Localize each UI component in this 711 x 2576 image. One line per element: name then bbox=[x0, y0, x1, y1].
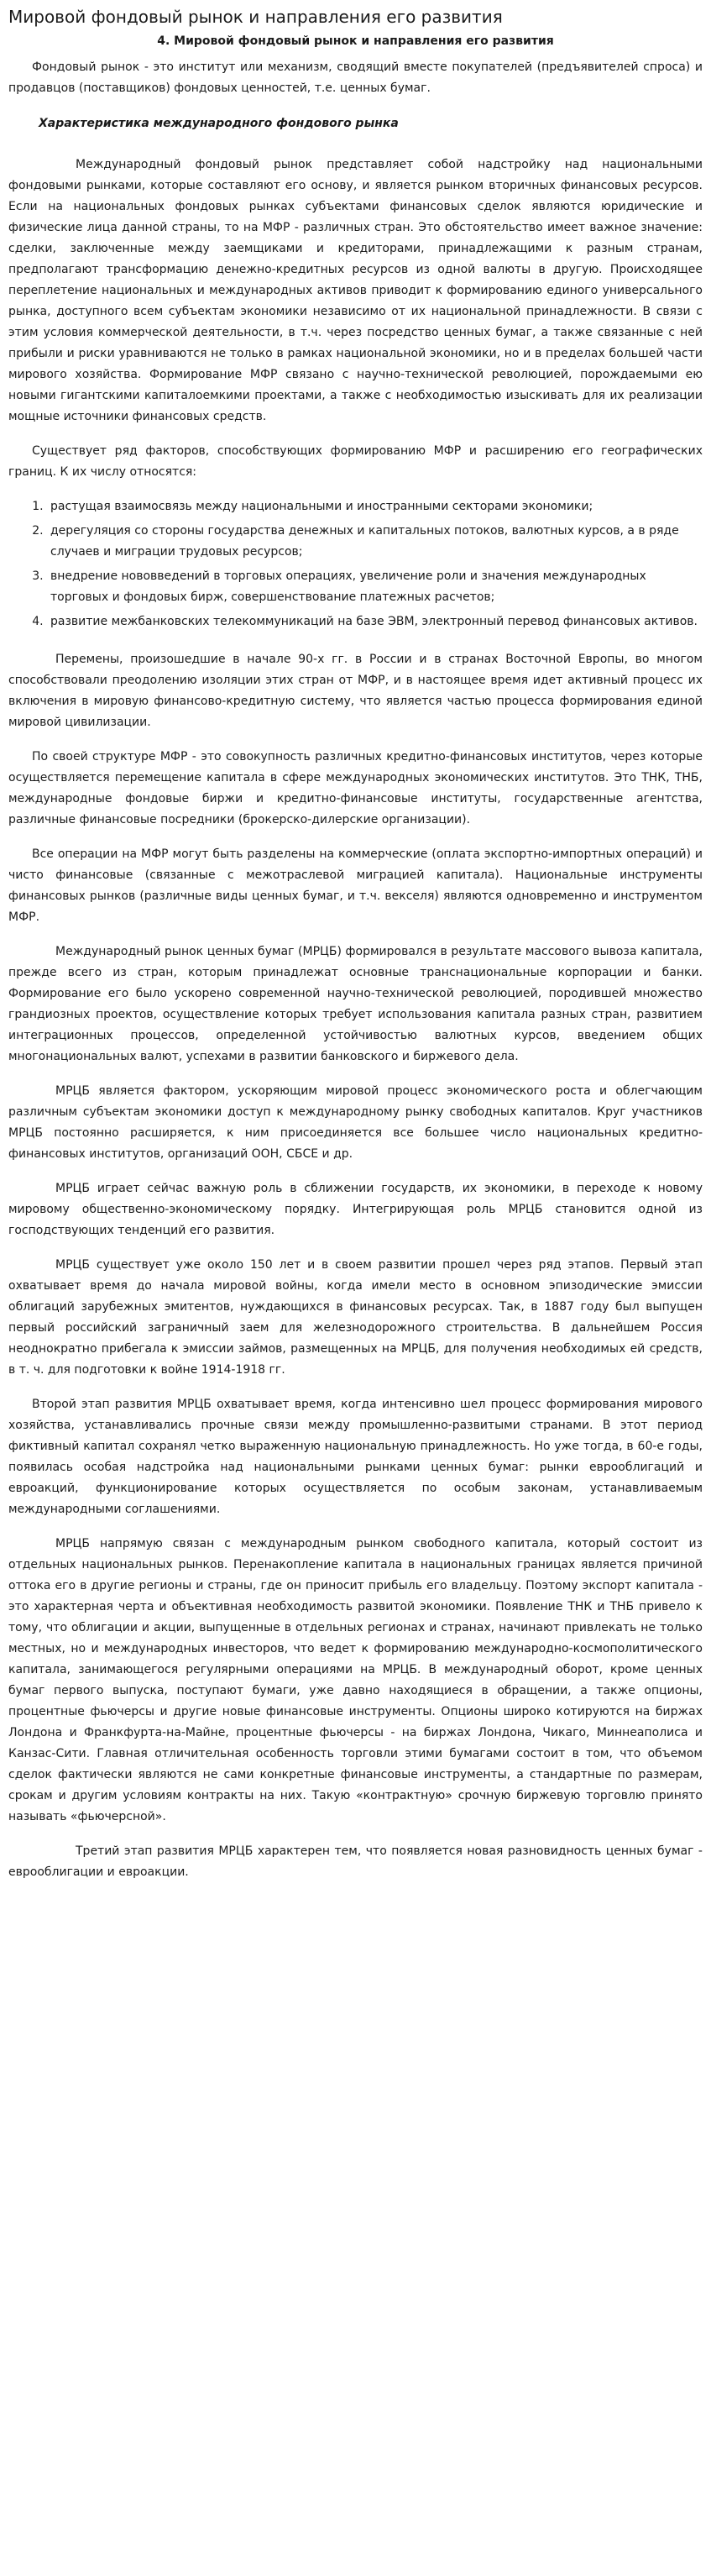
intro-paragraph: Фондовый рынок - это институт или механизм, сводящий вместе покупателей (предъявителей спроса) и продавцов (поставщиков) фондовых ценностей, т.е. ценных бумаг. bbox=[8, 60, 703, 95]
paragraph-first-stage: МРЦБ существует уже около 150 лет и в своем развитии прошел через ряд этапов. Первый этап охватывает время до начала мировой войны, когда имели место в основном эпизодические эмиссии облигаций зарубежных эмитентов, нуждающихся в финансовых ресурсах. Так, в 1887 году был выпущен первый российский заграничный заем для железнодорожного строительства. В дальнейшем Россия неоднократно прибегала к эмиссии займов, размещенных на МРЦБ, для получения необходимых ей средств, в т. ч. для подготовки к войне 1914-1918 гг. bbox=[8, 1258, 703, 1377]
paragraph-mrcb-formation: Международный рынок ценных бумаг (МРЦБ) формировался в результате массового вывоза капитала, прежде всего из стран, которым принадлежат основные транснациональные корпорации и банки. Формирование его было ускорено современной научно-технической революцией, породившей множество грандиозных проектов, осуществление которых требует использования капитала разных стран, развитием интеграционных процессов, определенной устойчивостью валютных курсов, введением общих многонациональных валют, успехами в развитии банковского и биржевого дела. bbox=[8, 945, 703, 1063]
factors-list bbox=[8, 496, 703, 632]
page-title: Мировой фондовый рынок и направления его развития bbox=[8, 7, 503, 27]
paragraph-operations: Все операции на МФР могут быть разделены на коммерческие (оплата экспортно-импортных операций) и чисто финансовые (связанные с межотраслевой миграцией капитала). Национальные инструменты финансовых рынков (различные виды ценных бумаг, и т.ч. векселя) являются одновременно и инструментом МФР. bbox=[8, 847, 703, 924]
paragraph-capital-market: МРЦБ напрямую связан с международным рынком свободного капитала, который состоит из отдельных национальных рынков. Перенакопление капитала в национальных границах является причиной оттока его в другие регионы и страны, где он приносит прибыль его владельцу. Поэтому экспорт капитала - это характерная черта и объективная необходимость развитой экономики. Появление ТНК и ТНБ привело к тому, что облигации и акции, выпущенные в отдельных регионах и странах, начинают привлекать не только местных, но и международных инвесторов, что ведет к формированию международно-космополитического капитала, занимающегося регулярными операциями на МРЦБ. В международный оборот, кроме ценных бумаг первого выпуска, поступают бумаги, уже давно находящиеся в обращении, а также опционы, процентные фьючерсы и другие новые финансовые инструменты. Опционы широко котируются на биржах Лондона и Франкфурта-на-Майне, процентные фьючерсы - на биржах Лондона, Чикаго, Миннеаполиса и Канзас-Сити. Главная отличительная особенность торговли этими бумагами состоит в том, что объемом сделок фактически являются не сами конкретные финансовые инструменты, а стандартные по размерам, срокам и другим условиям контракты на них. Такую «контрактную» срочную биржевую торговлю принято называть «фьючерсной». bbox=[8, 1537, 703, 1823]
paragraph-structure: По своей структуре МФР - это совокупность различных кредитно-финансовых институтов, через которые осуществляется перемещение капитала в сфере международных экономических институтов. Это ТНК, ТНБ, международные фондовые биржи и кредитно-финансовые институты, государственные агентства, различные финансовые посредники (брокерско-дилерские организации). bbox=[8, 750, 703, 826]
list-item: 1. растущая взаимосвязь между национальными и иностранными секторами экономики; bbox=[47, 496, 703, 517]
paragraph-mfr-definition: Международный фондовый рынок представляет собой надстройку над национальными фондовыми рынками, которые составляют его основу, и является рынком вторичных финансовых ресурсов. Если на национальных фондовых рынках субъектами финансовых сделок являются юридические и физические лица данной страны, то на МФР - различных стран. Это обстоятельство имеет важное значение: сделки, заключенные между заемщиками и кредиторами, принадлежащими к разным странам, предполагают трансформацию денежно-кредитных ресурсов из одной валюты в другую. Происходящее переплетение национальных и международных активов приводит к формированию единого универсального рынка, доступного всем субъектам экономики независимо от их национальной принадлежности. В связи с этим условия коммерческой деятельности, в т.ч. через посредство ценных бумаг, а также связанные с ней прибыли и риски уравниваются не только в рамках национальной экономики, но и в пределах большей части мирового хозяйства. Формирование МФР связано с научно-технической революцией, порождаемыми ею новыми гигантскими капиталоемкими проектами, а также с необходимостью изыскивать для их реализации мощные источники финансовых средств. bbox=[8, 158, 703, 423]
section-heading: 4. Мировой фондовый рынок и направления его развития bbox=[157, 34, 554, 48]
subheading: Характеристика международного фондового рынка bbox=[39, 117, 399, 130]
paragraph-eastern-europe: Перемены, произошедшие в начале 90-х гг. в России и в странах Восточной Европы, во многом способствовали преодолению изоляции этих стран от МФР, и в настоящее время идет активный процесс их включения в мировую финансово-кредитную систему, что является частью процесса формирования единой мировой цивилизации. bbox=[8, 653, 703, 729]
list-item: 2. дерегуляция со стороны государства денежных и капитальных потоков, валютных курсов, а в ряде случаев и миграции трудовых ресурсов; bbox=[47, 521, 703, 563]
paragraph-factors-intro: Существует ряд факторов, способствующих формированию МФР и расширению его географических границ. К их числу относятся: bbox=[8, 444, 703, 479]
paragraph-mrcb-growth: МРЦБ является фактором, ускоряющим мировой процесс экономического роста и облегчающим различным субъектам экономики доступ к международному рынку свободных капиталов. Круг участников МРЦБ постоянно расширяется, к ним присоединяется все большее число национальных кредитно-финансовых институтов, организаций ООН, СБСЕ и др. bbox=[8, 1084, 703, 1161]
list-item: 3. внедрение нововведений в торговых операциях, увеличение роли и значения международных торговых и фондовых бирж, совершенствование платежных расчетов; bbox=[47, 566, 703, 608]
paragraph-mrcb-role: МРЦБ играет сейчас важную роль в сближении государств, их экономики, в переходе к новому мировому общественно-экономическому порядку. Интегрирующая роль МРЦБ становится одной из господствующих тенденций его развития. bbox=[8, 1182, 703, 1237]
paragraph-third-stage: Третий этап развития МРЦБ характерен тем, что появляется новая разновидность ценных бумаг - еврооблигации и евроакции. bbox=[8, 1844, 703, 1879]
paragraph-second-stage: Второй этап развития МРЦБ охватывает время, когда интенсивно шел процесс формирования мирового хозяйства, устанавливались прочные связи между промышленно-развитыми странами. В этот период фиктивный капитал сохранял четко выраженную национальную принадлежность. Но уже тогда, в 60-е годы, появилась особая надстройка над национальными рынками ценных бумаг: рынки еврооблигаций и евроакций, функционирование которых осуществляется по особым законам, устанавливаемым международными соглашениями. bbox=[8, 1398, 703, 1516]
list-item: 4. развитие межбанковских телекоммуникаций на базе ЭВМ, электронный перевод финансовых активов. bbox=[47, 611, 703, 632]
